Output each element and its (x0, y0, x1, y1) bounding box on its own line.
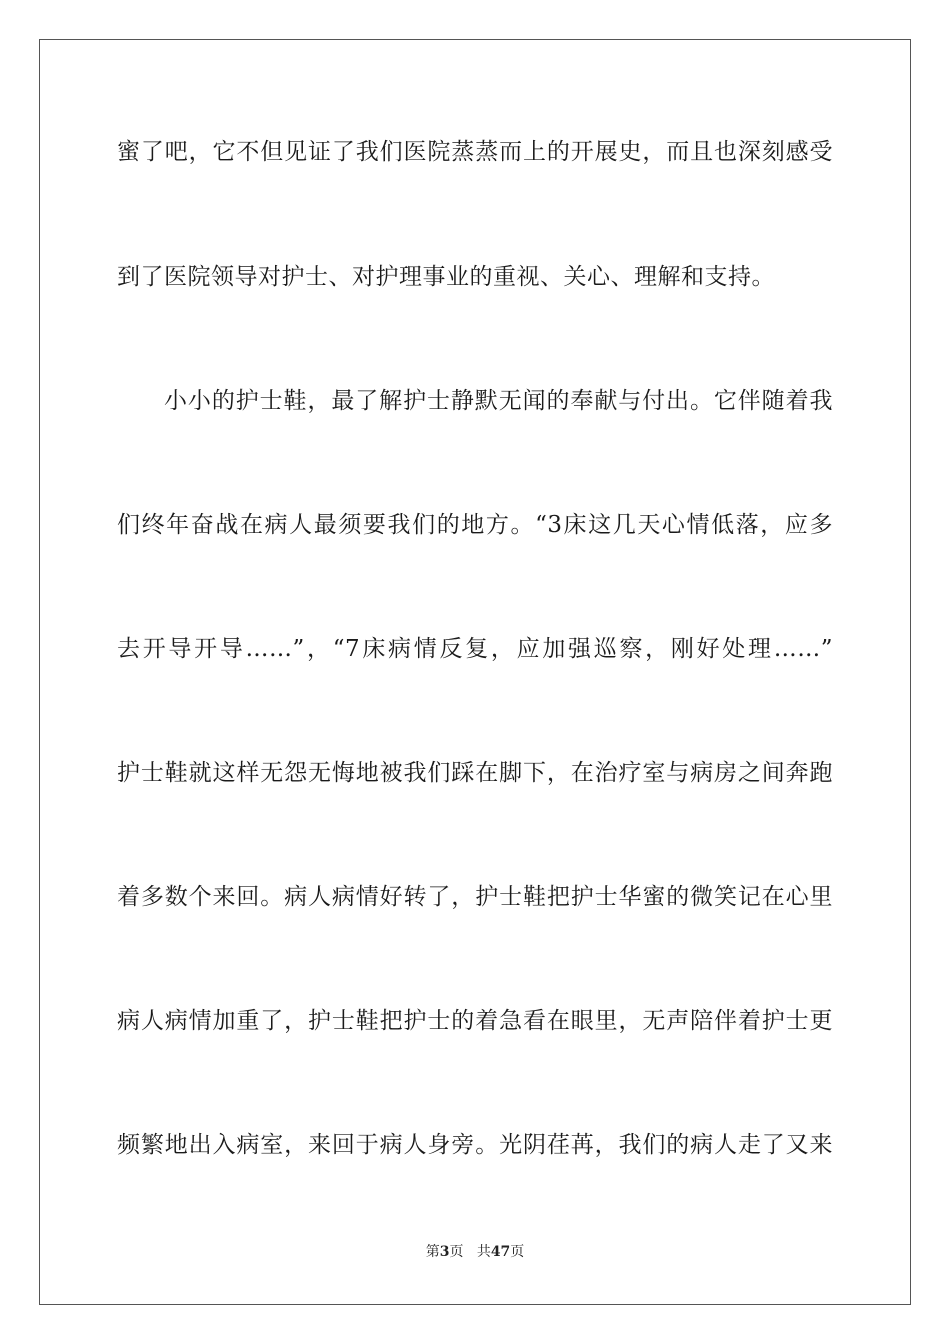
text-line: 频繁地出入病室，来回于病人身旁。光阴荏苒，我们的病人走了又来 (117, 1132, 833, 1158)
total-prefix: 共 (476, 1244, 491, 1260)
paragraph-first-line: 小小的护士鞋，最了解护士静默无闻的奉献与付出。它伴随着我 (164, 388, 833, 414)
text-line: 蜜了吧，它不但见证了我们医院蒸蒸而上的开展史，而且也深刻感受 (117, 139, 833, 165)
text-line: 着多数个来回。病人病情好转了，护士鞋把护士华蜜的微笑记在心里 (117, 884, 833, 910)
page-prefix: 第 (425, 1244, 440, 1260)
text-line: 护士鞋就这样无怨无悔地被我们踩在脚下，在治疗室与病房之间奔跑 (117, 760, 833, 786)
text-line: 到了医院领导对护士、对护理事业的重视、关心、理解和支持。 (117, 264, 775, 290)
page-border (39, 39, 911, 1305)
page-number: 3 (439, 1244, 450, 1260)
text-line: 病人病情加重了，护士鞋把护士的着急看在眼里，无声陪伴着护士更 (117, 1008, 833, 1034)
total-pages: 47 (490, 1244, 511, 1260)
total-suffix: 页 (510, 1244, 525, 1260)
page-footer (0, 1243, 950, 1261)
text-line: 们终年奋战在病人最须要我们的地方。“3床这几天心情低落，应多 (117, 512, 833, 538)
page-suffix: 页 (449, 1244, 464, 1260)
text-line: 去开导开导……”，“7床病情反复，应加强巡察，刚好处理……” (117, 636, 833, 662)
